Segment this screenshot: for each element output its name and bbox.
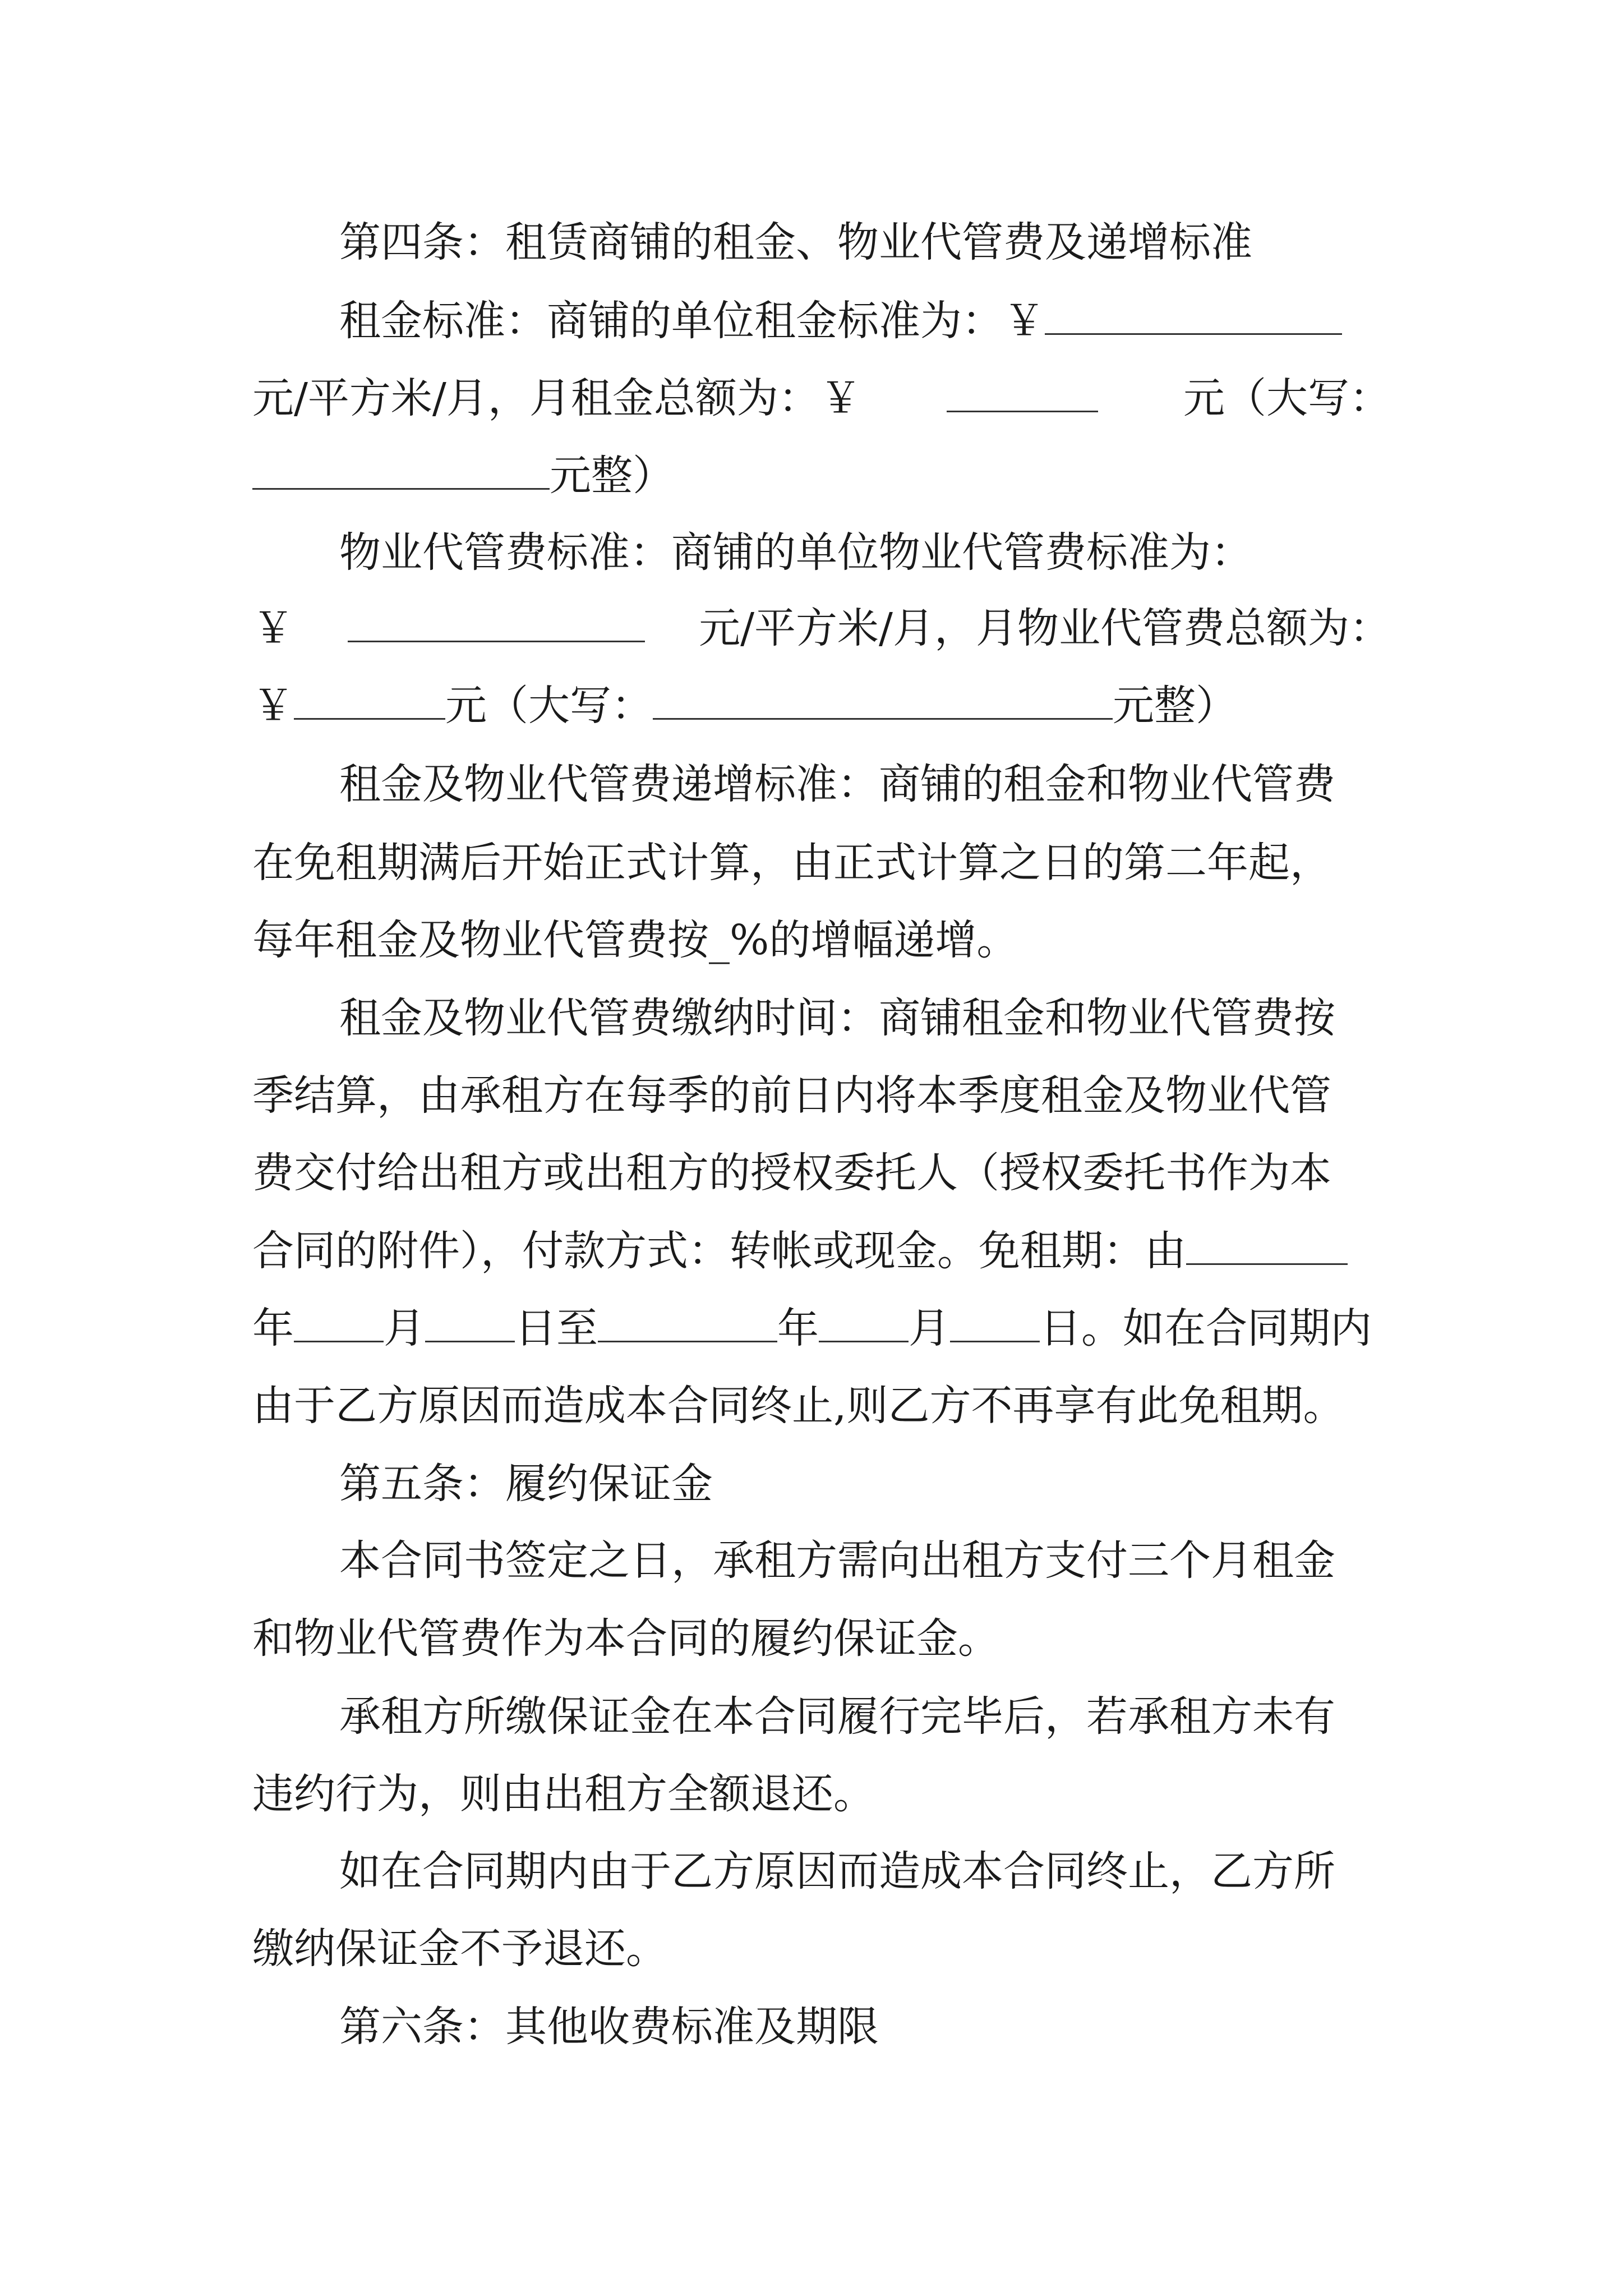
article5-p3-line1: 如在合同期内由于乙方原因而造成本合同终止，乙方所: [339, 1847, 1335, 1895]
mgmt-fee-unit-text: 元/平方米/月，月物业代管费总额为：: [699, 604, 1391, 652]
payment-line5-end: 日。如在合同期内: [1040, 1304, 1372, 1352]
month-blank-2: [819, 1300, 909, 1342]
mgmt-fee-yen: ￥: [252, 604, 294, 652]
rent-standard-line2: [252, 370, 1391, 426]
article6-heading: 第六条：其他收费标准及期限: [339, 2003, 879, 2051]
payment-line1: 租金及物业代管费缴纳时间：商铺租金和物业代管费按: [339, 994, 1335, 1042]
day-to-label: 日至: [515, 1304, 598, 1352]
rent-total-capital-blank: [252, 448, 550, 490]
mgmt-fee-label: 物业代管费标准：商铺的单位物业代管费标准为：: [339, 528, 1252, 577]
mgmt-fee-unit-price-blank: [348, 600, 645, 642]
rent-standard-line3: [252, 448, 674, 504]
rent-unit-price-blank: [1045, 293, 1342, 335]
article5-heading: 第五条：履约保证金: [339, 1460, 713, 1508]
year-label-2: 年: [777, 1304, 819, 1352]
month-label-1: 月: [384, 1304, 425, 1352]
payment-line4: [252, 1223, 1348, 1279]
article5-p1-line2: 和物业代管费作为本合同的履约保证金。: [252, 1614, 999, 1663]
article5-p3-line2: 缴纳保证金不予退还。: [252, 1925, 667, 1973]
end-year-blank: [598, 1300, 777, 1342]
mgmt-fee-total-yen: ￥: [252, 682, 294, 730]
rent-unit-text: 元/平方米/月，月租金总额为：￥: [252, 374, 861, 422]
mgmt-fee-total-end-text: 元整）: [1113, 682, 1237, 730]
mgmt-fee-line1: [339, 524, 1391, 581]
payment-line4-text: 合同的附件），付款方式：转帐或现金。免租期：由: [252, 1227, 1186, 1275]
mgmt-fee-total-blank: [294, 678, 445, 720]
rent-free-start-blank: [1186, 1223, 1348, 1265]
day-blank-2: [950, 1300, 1040, 1342]
rent-standard-line1: [339, 293, 1342, 349]
rent-total-end-text: 元整）: [550, 452, 674, 500]
rent-total-yuan-text: 元（大写：: [1183, 374, 1391, 422]
increase-line1: 租金及物业代管费递增标准：商铺的租金和物业代管费: [339, 760, 1335, 808]
article4-heading: 第四条：租赁商铺的租金、物业代管费及递增标准: [339, 218, 1252, 266]
day-blank-1: [425, 1300, 515, 1342]
increase-line3: 每年租金及物业代管费按_%的增幅递增。: [252, 916, 1018, 964]
month-blank-1: [294, 1300, 384, 1342]
payment-line5: [252, 1300, 1372, 1356]
rent-total-blank: [947, 370, 1098, 412]
article5-p1-line1: 本合同书签定之日，承租方需向出租方支付三个月租金: [339, 1536, 1335, 1585]
mgmt-fee-line3: [252, 678, 1237, 734]
mgmt-fee-line2: [252, 600, 1391, 656]
increase-line2: 在免租期满后开始正式计算，由正式计算之日的第二年起，: [252, 839, 1331, 887]
rent-standard-label: 租金标准：商铺的单位租金标准为：￥: [339, 297, 1045, 345]
month-label-2: 月: [909, 1304, 950, 1352]
article5-p2-line2: 违约行为，则由出租方全额退还。: [252, 1770, 875, 1818]
payment-line3: 费交付给出租方或出租方的授权委托人（授权委托书作为本: [252, 1149, 1331, 1197]
mgmt-fee-total-yuan-text: 元（大写：: [445, 682, 653, 730]
payment-line6: 由于乙方原因而造成本合同终止,则乙方不再享有此免租期。: [252, 1382, 1345, 1430]
article5-p2-line1: 承租方所缴保证金在本合同履行完毕后，若承租方未有: [339, 1692, 1335, 1741]
year-label-1: 年: [252, 1304, 294, 1352]
mgmt-fee-capital-blank: [653, 678, 1113, 720]
payment-line2: 季结算，由承租方在每季的前日内将本季度租金及物业代管: [252, 1071, 1331, 1120]
